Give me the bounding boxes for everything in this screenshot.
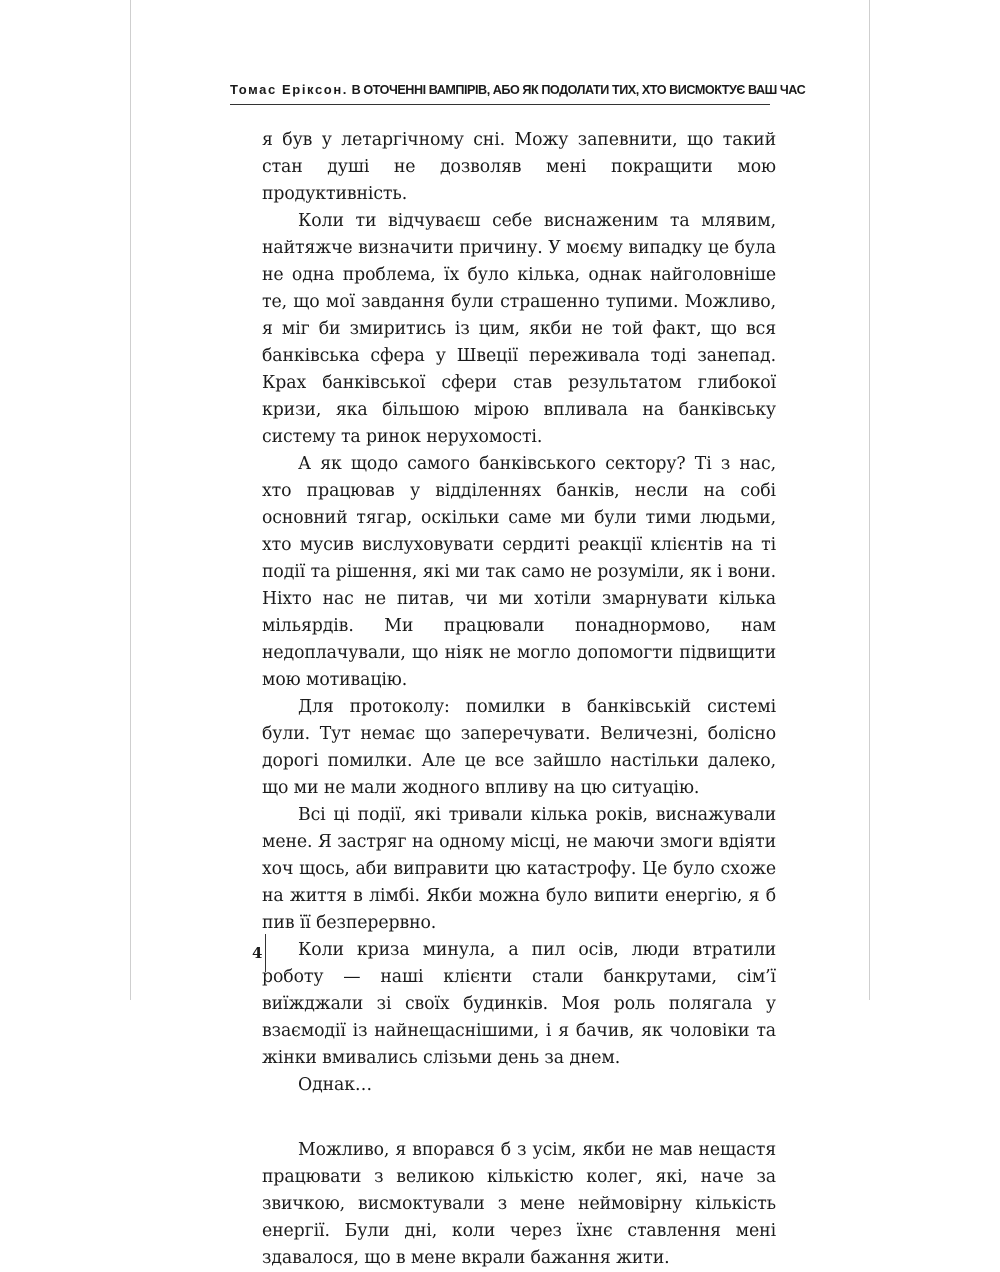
section-break [262, 1099, 776, 1137]
paragraph: А як щодо самого банківського сектору? Ті з нас, хто працював у відділеннях банків, несли на собі основний тягар, оскільки саме ми були тими людьми, хто мусив вислуховувати сердиті реакції клієнтів на ті події та рішення, які ми так само не розуміли, як і вони. Ніхто нас не питав, чи ми хотіли змарнувати кілька мільярдів. Ми працювали понаднормово, нам недоплачували, що ніяк не могло допомогти підвищити мою мотивацію. [262, 454, 776, 690]
running-head [230, 80, 806, 100]
running-head-title: В ОТОЧЕННІ ВАМПІРІВ, АБО ЯК ПОДОЛАТИ ТИХ, ХТО ВИСМОКТУЄ ВАШ ЧАС [351, 83, 806, 97]
running-head-author: Томас Еріксон. [230, 82, 349, 97]
paragraph: Коли ти відчуваєш себе виснаженим та млявим, найтяжче визначити причину. У моєму випадку це була не одна проблема, їх було кілька, однак найголовніше те, що мої завдання були страшенно тупими. Можливо, я міг би змиритись із цим, якби не той факт, що вся банківська сфера у Швеції переживала тоді занепад. Крах банківської сфери став результатом глибокої кризи, яка більшою мірою впливала на банківську систему та ринок нерухомості. [262, 211, 776, 447]
paragraph: Можливо, я впорався б з усім, якби не мав нещастя працювати з великою кількістю колег, які, наче за звичкою, висмоктували з мене неймовірну кількість енергії. Були дні, коли через їхнє ставлення мені здавалося, що в мене вкрали бажання жити. [262, 1140, 776, 1268]
paragraph: Коли криза минула, а пил осів, люди втратили роботу — наші клієнти стали банкрутами, сім’ї виїжджали зі своїх будинків. Моя роль полягала у взаємодії із найнещаснішими, і я бачив, як чоловіки та жінки вмивались слізьми день за днем. [262, 940, 776, 1068]
paragraph: я був у летаргічному сні. Можу запевнити, що такий стан душі не дозволяв мені покращити мою продуктивність. [262, 130, 776, 204]
body-text [262, 127, 776, 1272]
page-number-rule [265, 934, 266, 972]
paragraph: Для протоколу: помилки в банківській системі були. Тут немає що заперечувати. Величезні, болісно дорогі помилки. Але це все зайшло настільки далеко, що ми не мали жодного впливу на цю ситуацію. [262, 697, 776, 798]
page-number: 4 [252, 944, 263, 962]
paragraph: Всі ці події, які тривали кілька років, виснажували мене. Я застряг на одному місці, не маючи змоги вдіяти хоч щось, аби виправити цю катастрофу. Це було схоже на життя в лімбі. Якби можна було випити енергію, я б пив її безперервно. [262, 805, 776, 933]
header-rule [230, 104, 770, 105]
paragraph: Однак… [298, 1075, 373, 1095]
